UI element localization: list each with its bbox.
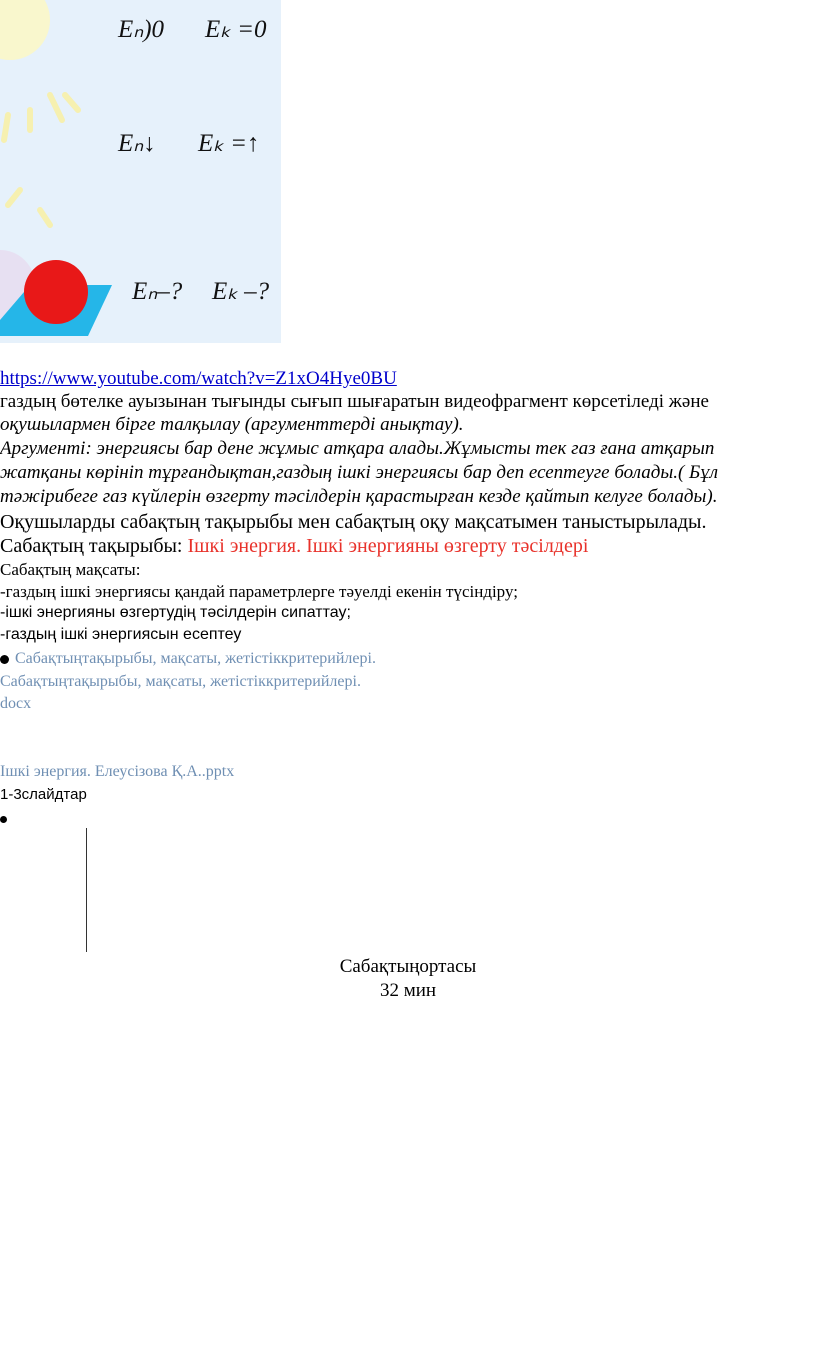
argument-line-2: жатқаны көрініп тұрғандықтан,газдың ішкі энергиясы бар деп есептеуге болады.( Бұл bbox=[0, 462, 719, 483]
formula-row3-potential: Eₙ–? bbox=[132, 278, 183, 305]
bullet-icon bbox=[0, 655, 9, 664]
file-attachment-bullet[interactable] bbox=[0, 650, 376, 668]
topic-label: Сабақтың тақырыбы: bbox=[0, 535, 188, 557]
formula-row2-potential: Eₙ↓ bbox=[118, 130, 156, 157]
physics-illustration bbox=[0, 0, 281, 343]
bullet-icon bbox=[0, 816, 7, 823]
file1-name[interactable]: Сабақтыңтақырыбы, мақсаты, жетістіккритерийлері. bbox=[0, 673, 361, 690]
goal-item: -ішкі энергияны өзгертудің тәсілдерін сипаттау; bbox=[0, 604, 351, 621]
goals-label: Сабақтың мақсаты: bbox=[0, 560, 141, 579]
formula-row1-kinetic: Eₖ =0 bbox=[205, 16, 267, 43]
argument-line-3: тәжірибеге газ күйлерін өзгерту тәсілдерін қарастырған кезде қайтып келуге болады). bbox=[0, 486, 718, 507]
table-divider bbox=[86, 828, 87, 952]
formula-row3-kinetic: Eₖ –? bbox=[212, 278, 270, 305]
file2-name[interactable]: Ішкі энергия. Елеусізова Қ.А..pptx bbox=[0, 763, 235, 780]
lesson-middle-time: 32 мин bbox=[379, 980, 437, 1001]
paragraph-discussion: оқушылармен бірге талқылау (аргументтерді анықтау). bbox=[0, 414, 464, 435]
file1-extension[interactable]: docx bbox=[0, 695, 32, 712]
topic-value: Ішкі энергия. Ішкі энергияны өзгерту тәсілдері bbox=[187, 535, 589, 557]
file1-bullet-label[interactable]: Сабақтыңтақырыбы, мақсаты, жетістіккритерийлері. bbox=[15, 650, 376, 667]
argument-line-1: Аргументі: энергиясы бар дене жұмыс атқара алады.Жұмысты тек газ ғана атқарып bbox=[0, 438, 715, 459]
empty-bullet bbox=[0, 810, 13, 828]
red-ball bbox=[24, 260, 88, 324]
intro-text: Оқушыларды сабақтың тақырыбы мен сабақтың оқу мақсатымен таныстырылады. bbox=[0, 511, 707, 533]
youtube-link[interactable]: https://www.youtube.com/watch?v=Z1xO4Hye0BU bbox=[0, 368, 397, 389]
goal-item: -газдың ішкі энергиясы қандай параметрлерге тәуелді екенін түсіндіру; bbox=[0, 582, 518, 601]
paragraph-video: газдың бөтелке ауызынан тығынды сығып шығаратын видеофрагмент көрсетіледі және bbox=[0, 391, 709, 412]
goal-item: -газдың ішкі энергиясын есептеу bbox=[0, 626, 242, 643]
lesson-middle-title: Сабақтыңортасы bbox=[339, 956, 477, 977]
formula-row1-potential: Eₙ)0 bbox=[118, 16, 165, 43]
lesson-topic bbox=[0, 535, 588, 558]
slides-label: 1-3слайдтар bbox=[0, 786, 87, 803]
formula-row2-kinetic: Eₖ =↑ bbox=[198, 130, 260, 157]
